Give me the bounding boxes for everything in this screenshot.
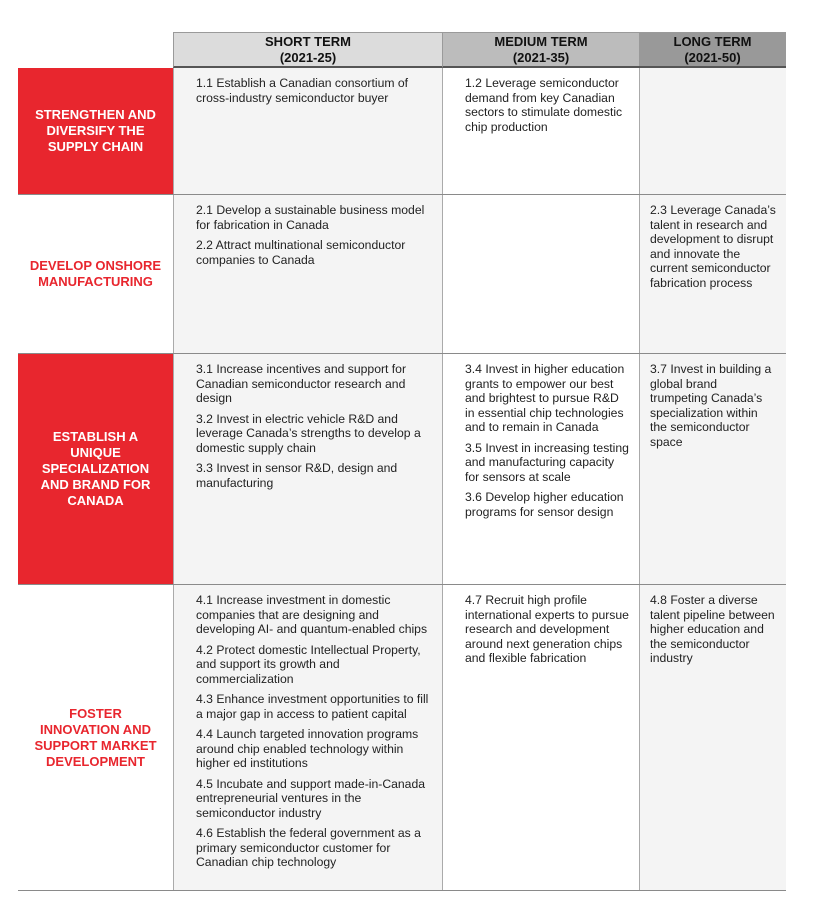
row2-medium-cell xyxy=(443,195,639,353)
row3-short-cell xyxy=(173,354,443,584)
header-long-term xyxy=(639,32,786,68)
row1-medium-cell xyxy=(443,68,639,194)
row4-medium-cell xyxy=(443,585,639,890)
action-item: 4.6 Establish the federal government as a primary semiconductor customer for Canadian chip technology xyxy=(196,826,421,869)
header-medium-term xyxy=(443,32,639,68)
row-label-supply-chain: STRENGTHEN AND DIVERSIFY THE SUPPLY CHAIN xyxy=(18,68,173,194)
action-item: 3.3 Invest in sensor R&D, design and manufacturing xyxy=(196,461,398,490)
action-item: 1.1 Establish a Canadian consortium of cross-industry semiconductor buyer xyxy=(196,76,409,105)
action-item: 3.5 Invest in increasing testing and manufacturing capacity for sensors at scale xyxy=(465,440,629,484)
header-short-term xyxy=(173,32,443,68)
action-item: 4.8 Foster a diverse talent pipeline between higher education and the semiconductor industry xyxy=(650,593,775,665)
action-item: 3.6 Develop higher education programs for sensor design xyxy=(465,490,624,519)
row2-short-cell xyxy=(173,195,443,353)
action-item: 2.3 Leverage Canada’s talent in research and development to disrupt and innovate the current semiconductor fabrication process xyxy=(650,203,776,290)
action-item: 4.2 Protect domestic Intellectual Property, and support its growth and commercialization xyxy=(196,642,421,686)
action-item: 4.1 Increase investment in domestic companies that are designing and developing AI- and quantum-enabled chips xyxy=(196,593,428,636)
action-item: 3.2 Invest in electric vehicle R&D and leverage Canada’s strengths to develop a domestic supply chain xyxy=(196,411,421,455)
header-medium-title: MEDIUM TERM xyxy=(494,33,588,49)
action-item: 1.2 Leverage semiconductor demand from key Canadian sectors to stimulate domestic chip production xyxy=(465,76,623,134)
row1-short-cell xyxy=(173,68,443,194)
header-long-period: (2021-50) xyxy=(684,49,741,65)
row4-long-cell xyxy=(639,585,786,890)
row3-medium-cell xyxy=(443,354,639,584)
header-short-period: (2021-25) xyxy=(279,49,337,65)
row4-short-cell xyxy=(173,585,443,890)
row-divider xyxy=(18,890,786,891)
action-item: 4.7 Recruit high profile international experts to pursue research and development around next generation chips and flexible fabrication xyxy=(465,593,629,665)
header-short-title: SHORT TERM xyxy=(265,33,351,49)
row3-long-cell xyxy=(639,354,786,584)
header-long-title: LONG TERM xyxy=(673,33,752,49)
action-item: 3.4 Invest in higher education grants to empower our best and brightest to pursue R&D in essential chip technologies and to remain in Canada xyxy=(465,362,625,434)
row-label-specialization-brand: ESTABLISH A UNIQUE SPECIALIZATION AND BRAND FOR CANADA xyxy=(18,354,173,584)
action-item: 2.1 Develop a sustainable business model for fabrication in Canada xyxy=(196,203,425,232)
action-item: 3.1 Increase incentives and support for Canadian semiconductor research and design xyxy=(196,362,407,405)
action-item: 4.3 Enhance investment opportunities to fill a major gap in access to patient capital xyxy=(196,692,429,721)
action-item: 4.5 Incubate and support made-in-Canada entrepreneurial ventures in the semiconductor industry xyxy=(196,776,426,820)
row1-long-cell xyxy=(639,68,786,194)
row-label-innovation-market: FOSTER INNOVATION AND SUPPORT MARKET DEVELOPMENT xyxy=(18,585,173,890)
header-medium-period: (2021-35) xyxy=(512,49,570,65)
action-item: 3.7 Invest in building a global brand trumpeting Canada’s specialization within the semiconductor space xyxy=(650,362,772,449)
action-item: 2.2 Attract multinational semiconductor companies to Canada xyxy=(196,238,406,267)
row2-long-cell xyxy=(639,195,786,353)
action-item: 4.4 Launch targeted innovation programs around chip enabled technology within higher ed institutions xyxy=(196,727,419,770)
row-label-onshore-manufacturing: DEVELOP ONSHORE MANUFACTURING xyxy=(18,195,173,353)
